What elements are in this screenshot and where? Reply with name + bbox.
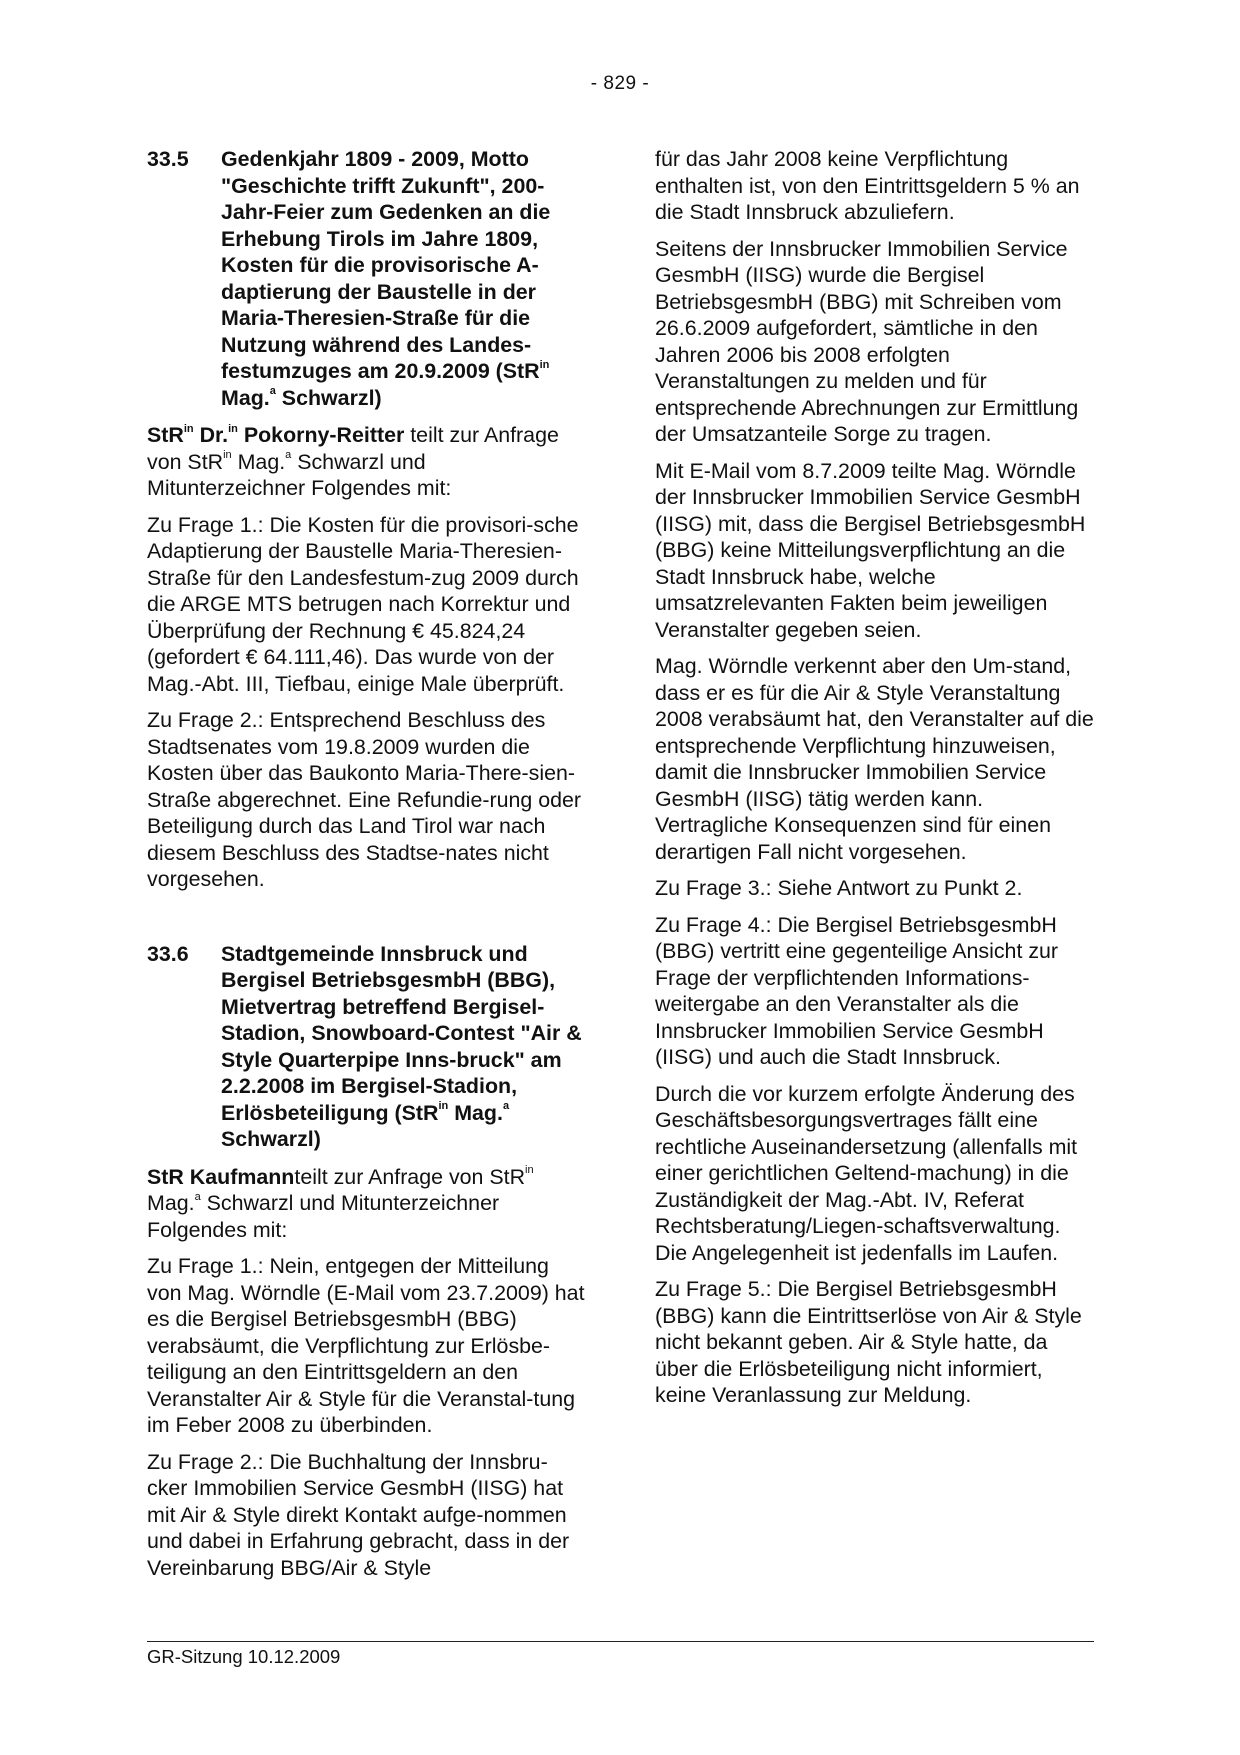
answer-paragraph: Zu Frage 1.: Die Kosten für die provisori-sche Adaptierung der Baustelle Maria-Theresien-Straße für den Landesfestum-zug 2009 durch die ARGE MTS betrugen nach Korrektur und Überprüfung der Rechnung € 45.824,24 (gefordert € 64.111,46). Das wurde von der Mag.-Abt. III, Tiefbau, einige Male überprüft. xyxy=(147,512,579,696)
right-column xyxy=(655,146,1095,1419)
answer-paragraph: Mag. Wörndle verkennt aber den Um-stand, dass er es für die Air & Style Veranstaltung 2008 verabsäumt hat, den Veranstalter auf die entsprechende Verpflichtung hinzuweisen, damit die Innsbrucker Immobilien Service GesmbH (IISG) tätig werden kann. Vertragliche Konsequenzen sind für einen derartigen Fall nicht vorgesehen. xyxy=(655,654,1094,864)
section-heading-33-5 xyxy=(147,146,587,411)
section-heading-33-6 xyxy=(147,941,587,1153)
section-title: Gedenkjahr 1809 - 2009, Motto "Geschichte trifft Zukunft", 200-Jahr-Feier zum Gedenken an die Erhebung Tirols im Jahre 1809, Kosten für die provisorische A-daptierung der Baustelle in der Maria-Theresien-Straße für die Nutzung während des Landes-festumzuges am 20.9.2009 (StR$^{in}$ Mag.$^a$ Schwarzl) xyxy=(221,147,551,410)
intro-paragraph: StR$^{in}$ Dr.$^{in}$ Pokorny-Reitter teilt zur Anfrage von StR$^{in}$ Mag.$^a$ Schwarzl und Mitunterzeichner Folgendes mit: xyxy=(147,422,559,500)
answer-paragraph: Zu Frage 2.: Die Buchhaltung der Innsbru-cker Immobilien Service GesmbH (IISG) hat mit Air & Style direkt Kontakt aufge-nommen und dabei in Erfahrung gebracht, dass in der Vereinbarung BBG/Air & Style xyxy=(147,1449,570,1580)
left-column xyxy=(147,146,587,1591)
answer-paragraph: Zu Frage 4.: Die Bergisel BetriebsgesmbH (BBG) vertritt eine gegenteilige Ansicht zur Frage der verpflichtenden Informations-weitergabe an den Veranstalter als die Innsbrucker Immobilien Service GesmbH (IISG) und auch die Stadt Innsbruck. xyxy=(655,912,1059,1069)
section-number: 33.5 xyxy=(147,147,189,171)
section-spacer xyxy=(147,903,587,941)
answer-paragraph: Mit E-Mail vom 8.7.2009 teilte Mag. Wörndle der Innsbrucker Immobilien Service GesmbH (IISG) mit, dass die Bergisel BetriebsgesmbH (BBG) keine Mitteilungsverpflichtung an die Stadt Innsbruck habe, welche umsatzrelevanten Fakten beim jeweiligen Veranstalter gegeben seien. xyxy=(655,458,1086,642)
section-title: Stadtgemeinde Innsbruck und Bergisel BetriebsgesmbH (BBG), Mietvertrag betreffend Bergisel-Stadion, Snowboard-Contest "Air & Style Quarterpipe Inns-bruck" am 2.2.2008 im Bergisel-Stadion, Erlösbeteiligung (StR$^{in}$ Mag.$^a$ Schwarzl) xyxy=(221,941,582,1151)
answer-paragraph: Zu Frage 2.: Entsprechend Beschluss des Stadtsenates vom 19.8.2009 wurden die Kosten über das Baukonto Maria-There-sien-Straße abgerechnet. Eine Refundie-rung oder Beteiligung durch das Land Tirol war nach diesem Beschluss des Stadtse-nates nicht vorgesehen. xyxy=(147,708,582,891)
intro-paragraph: StR Kaufmannteilt zur Anfrage von StR$^{in}$ Mag.$^a$ Schwarzl und Mitunterzeichner Folgendes mit: xyxy=(147,1164,534,1242)
page-number: - 829 - xyxy=(590,73,650,94)
answer-paragraph: Seitens der Innsbrucker Immobilien Service GesmbH (IISG) wurde die Bergisel BetriebsgesmbH (BBG) mit Schreiben vom 26.6.2009 aufgefordert, sämtliche in den Jahren 2006 bis 2008 erfolgten Veranstaltungen zu melden und für entsprechende Abrechnungen zur Ermittlung der Umsatzanteile Sorge zu tragen. xyxy=(655,236,1079,446)
answer-paragraph: Durch die vor kurzem erfolgte Änderung des Geschäftsbesorgungsvertrages fällt eine rechtliche Auseinandersetzung (allenfalls mit einer gerichtlichen Geltend-machung) in die Zuständigkeit der Mag.-Abt. IV, Referat Rechtsberatung/Liegen-schaftsverwaltung. Die Angelegenheit ist jedenfalls im Laufen. xyxy=(655,1081,1078,1265)
section-number: 33.6 xyxy=(147,941,189,966)
answer-paragraph: Zu Frage 3.: Siehe Antwort zu Punkt 2. xyxy=(655,876,1023,900)
footer-divider xyxy=(147,1641,1094,1642)
answer-paragraph: Zu Frage 5.: Die Bergisel BetriebsgesmbH (BBG) kann die Eintrittserlöse von Air & Style nicht bekannt geben. Air & Style hatte, da über die Erlösbeteiligung nicht informiert, keine Veranlassung zur Meldung. xyxy=(655,1277,1082,1407)
answer-paragraph: für das Jahr 2008 keine Verpflichtung enthalten ist, von den Eintrittsgeldern 5 % an die Stadt Innsbruck abzuliefern. xyxy=(655,147,1080,224)
footer-text: GR-Sitzung 10.12.2009 xyxy=(147,1646,341,1667)
answer-paragraph: Zu Frage 1.: Nein, entgegen der Mitteilung von Mag. Wörndle (E-Mail vom 23.7.2009) hat es die Bergisel BetriebsgesmbH (BBG) verabsäumt, die Verpflichtung zur Erlösbe-teiligung an den Eintrittsgeldern an den Veranstalter Air & Style für die Veranstal-tung im Feber 2008 zu überbinden. xyxy=(147,1254,585,1437)
